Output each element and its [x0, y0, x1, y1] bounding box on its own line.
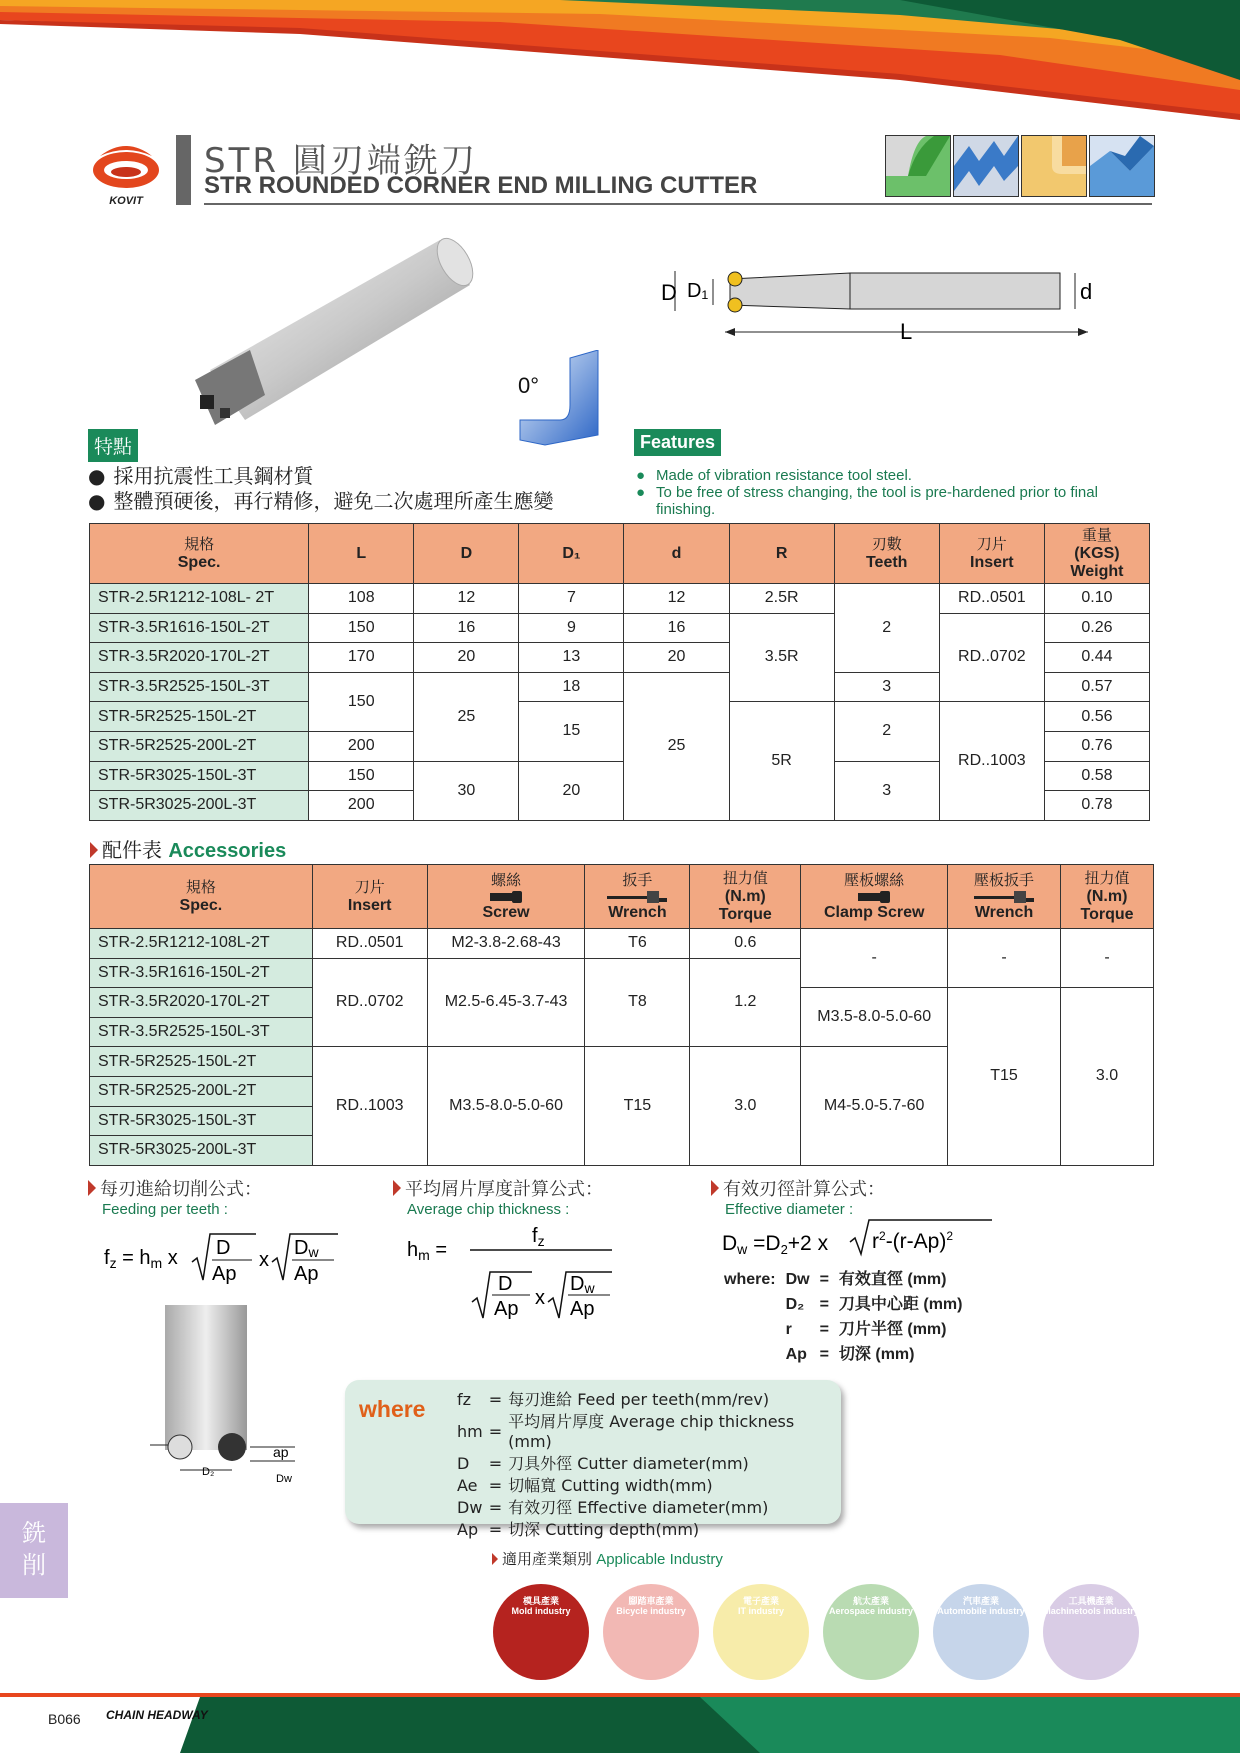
- col-screw: 螺絲 Screw: [427, 865, 585, 929]
- cell-spec: STR-5R3025-150L-3T: [90, 1106, 313, 1136]
- features-list-en: [636, 467, 1156, 518]
- page-title-en: STR ROUNDED CORNER END MILLING CUTTER: [204, 172, 758, 199]
- cell-spec: STR-5R3025-200L-3T: [90, 1136, 313, 1166]
- cell-D1: 15: [519, 702, 624, 761]
- svg-text:Dw: Dw: [294, 1237, 319, 1260]
- cell-L: 150: [309, 672, 414, 731]
- features-list-cn: [88, 464, 553, 514]
- spec-table-header: [90, 524, 1150, 584]
- formula-feed-heading: 每刃進給切削公式： Feeding per teeth :: [88, 1175, 262, 1218]
- legend-row: D₂ = 刀具中心距 (mm): [785, 1296, 963, 1313]
- cell-wrench: T8: [585, 958, 690, 1047]
- cell-insert: RD..0501: [312, 929, 427, 959]
- label-D2: D₂: [202, 1466, 215, 1478]
- cell-R: 3.5R: [729, 613, 834, 702]
- cell-teeth: 3: [834, 672, 939, 702]
- col-spec: 規格 Spec.: [90, 524, 309, 584]
- cell-D1: 13: [519, 643, 624, 673]
- col-torque: 扭力值 (N.m) Torque: [690, 865, 801, 929]
- cell-d: 25: [624, 672, 729, 820]
- dim-D-label: D: [661, 280, 677, 305]
- col-R: R: [729, 524, 834, 584]
- cell-weight: 0.58: [1044, 761, 1149, 791]
- cell-spec: STR-5R2525-200L-2T: [90, 1076, 313, 1106]
- cell-torque2: 3.0: [1061, 988, 1154, 1166]
- svg-text:fz = hm x: $f_z = h_m$ x: [104, 1247, 178, 1271]
- feature-item-cn: ● 整體預硬後，再行精修，避免二次處理所產生應變: [88, 489, 553, 514]
- cell-D: 12: [414, 584, 519, 614]
- page-number: B066: [48, 1711, 81, 1727]
- cell-D1: 9: [519, 613, 624, 643]
- cell-spec: STR-2.5R1212-108L- 2T: [90, 584, 309, 614]
- cell-L: 170: [309, 643, 414, 673]
- svg-text:Ap: Ap: [570, 1298, 595, 1320]
- cell-clamp-screw: -: [801, 929, 948, 988]
- cell-teeth: 3: [834, 761, 939, 820]
- label-Dw: Dw: [276, 1473, 292, 1485]
- cell-spec: STR-3.5R2020-170L-2T: [90, 988, 313, 1018]
- wrench-icon: [607, 891, 667, 903]
- cell-insert: RD..0501: [939, 584, 1044, 614]
- svg-text:Ap: Ap: [494, 1298, 519, 1320]
- features-tag-en: Features: [634, 429, 721, 456]
- col-weight: 重量 (KGS) Weight: [1044, 524, 1149, 584]
- svg-text:Ap: Ap: [212, 1263, 237, 1285]
- cell-R: 5R: [729, 702, 834, 820]
- cell-screw: M2-3.8-2.68-43: [427, 929, 585, 959]
- where-row: hm = 平均屑片厚度 Average chip thickness (mm): [457, 1412, 795, 1451]
- col-wrench2: 壓板扳手 Wrench: [948, 865, 1061, 929]
- formula-diameter-heading: 有效刃徑計算公式： Effective diameter :: [711, 1175, 885, 1218]
- formula-feed-per-teeth: [104, 1222, 344, 1292]
- cell-torque: 1.2: [690, 958, 801, 1047]
- header-banner: [0, 0, 1240, 120]
- cell-spec: STR-5R2525-150L-2T: [90, 702, 309, 732]
- dimension-drawing: [655, 265, 1120, 345]
- svg-text:Dw: Dw: [570, 1273, 595, 1296]
- legend-row: r = 刀片半徑 (mm): [785, 1321, 947, 1338]
- cell-L: 150: [309, 761, 414, 791]
- legend-row: Ap = 切深 (mm): [785, 1346, 915, 1363]
- cell-wrench: T15: [585, 1047, 690, 1165]
- industry-automobile-icon: 汽車產業 Automobile industry: [933, 1584, 1029, 1680]
- where-row: Ap = 切深 Cutting depth(mm): [457, 1520, 700, 1539]
- title-accent-bar: [176, 135, 191, 205]
- col-wrench: 扳手 Wrench: [585, 865, 690, 929]
- where-row: Ae = 切幅寬 Cutting width(mm): [457, 1476, 713, 1495]
- dim-d-label: d: [1080, 279, 1093, 304]
- accessories-table-header: [90, 865, 1154, 929]
- angle-label: 0°: [518, 373, 540, 398]
- industry-aerospace-icon: 航太產業 Aerospace industry: [823, 1584, 919, 1680]
- where-list: [455, 1388, 841, 1542]
- dim-L-label: L: [900, 319, 913, 344]
- title-underline: [204, 203, 1152, 205]
- svg-text:KOVIT: KOVIT: [109, 195, 143, 207]
- brand-logo: CHAIN HEADWAY: [106, 1708, 208, 1722]
- cell-R: 2.5R: [729, 584, 834, 614]
- page-title-cn: STR 圓刃端銑刀: [204, 141, 478, 181]
- cell-L: 200: [309, 791, 414, 821]
- col-D: D: [414, 524, 519, 584]
- features-tag-cn: 特點: [88, 429, 138, 462]
- cell-weight: 0.10: [1044, 584, 1149, 614]
- wrench-icon: [974, 891, 1034, 903]
- effective-diameter-legend: [718, 1266, 968, 1368]
- formula-chip-thickness: [402, 1220, 632, 1320]
- industry-mold-icon: 模具產業 Mold industry: [493, 1584, 589, 1680]
- clamp-screw-icon: [858, 891, 890, 903]
- cell-d: 20: [624, 643, 729, 673]
- svg-text:r2-(r-Ap)2: $r^2-(r-Ap)^2$: [872, 1229, 954, 1253]
- cell-spec: STR-3.5R2525-150L-3T: [90, 1017, 313, 1047]
- cell-D: 25: [414, 672, 519, 761]
- cell-screw: M3.5-8.0-5.0-60: [427, 1047, 585, 1165]
- cell-D1: 18: [519, 672, 624, 702]
- insert-geometry-drawing: [140, 1305, 310, 1495]
- cell-D: 16: [414, 613, 519, 643]
- cell-spec: STR-3.5R2525-150L-3T: [90, 672, 309, 702]
- cell-L: 200: [309, 731, 414, 761]
- arrow-icon: [492, 1553, 498, 1565]
- cell-spec: STR-2.5R1212-108L-2T: [90, 929, 313, 959]
- where-row: Dw = 有效刃徑 Effective diameter(mm): [457, 1498, 769, 1517]
- where-row: D = 刀具外徑 Cutter diameter(mm): [457, 1454, 749, 1473]
- cell-spec: STR-3.5R2020-170L-2T: [90, 643, 309, 673]
- arrow-icon: [393, 1180, 401, 1196]
- col-d: d: [624, 524, 729, 584]
- industry-it-icon: 電子產業 IT industry: [713, 1584, 809, 1680]
- cell-D1: 7: [519, 584, 624, 614]
- screw-icon: [490, 891, 522, 903]
- svg-text:hm =: $h_m$ =: [407, 1239, 448, 1263]
- col-teeth: 刃數 Teeth: [834, 524, 939, 584]
- label-ap: ap: [273, 1444, 289, 1460]
- cell-teeth: 2: [834, 584, 939, 673]
- where-row: fz = 每刃進給 Feed per teeth(mm/rev): [457, 1390, 770, 1409]
- cell-weight: 0.57: [1044, 672, 1149, 702]
- table-row: [90, 702, 1150, 732]
- cell-weight: 0.56: [1044, 702, 1149, 732]
- table-row: [90, 929, 1154, 959]
- col-torque2: 扭力值 (N.m) Torque: [1061, 865, 1154, 929]
- cell-insert: RD..1003: [939, 702, 1044, 820]
- cell-L: 108: [309, 584, 414, 614]
- col-clamp-screw: 壓板螺絲 Clamp Screw: [801, 865, 948, 929]
- dim-D1-label: D₁: [687, 280, 709, 302]
- side-tab-milling[interactable]: 銑 削: [0, 1503, 68, 1598]
- col-D1: D₁: [519, 524, 624, 584]
- industry-heading: 適用產業類別 Applicable Industry: [492, 1548, 723, 1569]
- profile-milling-thumbnail: [953, 135, 1019, 197]
- arrow-icon: [90, 842, 98, 858]
- col-insert: 刀片 Insert: [939, 524, 1044, 584]
- footer-banner: [0, 1693, 1240, 1753]
- cell-torque2: -: [1061, 929, 1154, 988]
- svg-text:D: D: [216, 1237, 231, 1259]
- cell-L: 150: [309, 613, 414, 643]
- industry-machinetools-icon: 工具機產業 Machinetools industry: [1043, 1584, 1139, 1680]
- cell-insert: RD..0702: [939, 613, 1044, 702]
- accessories-heading: 配件表 Accessories: [90, 834, 286, 863]
- feature-item-cn: ● 採用抗震性工具鋼材質: [88, 464, 553, 489]
- cell-spec: STR-3.5R1616-150L-2T: [90, 613, 309, 643]
- table-row: [90, 584, 1150, 614]
- cell-wrench: T6: [585, 929, 690, 959]
- where-label: where: [359, 1396, 426, 1422]
- svg-text:Ap: Ap: [294, 1263, 319, 1285]
- cell-weight: 0.26: [1044, 613, 1149, 643]
- cell-torque: 0.6: [690, 929, 801, 959]
- cell-screw: M2.5-6.45-3.7-43: [427, 958, 585, 1047]
- cell-clamp-screw: M3.5-8.0-5.0-60: [801, 988, 948, 1047]
- table-row: [90, 613, 1150, 643]
- arrow-icon: [711, 1180, 719, 1196]
- cutter-product-image: [190, 230, 520, 430]
- legend-row: where: Dw = 有效直徑 (mm): [724, 1271, 947, 1288]
- cell-wrench2: -: [948, 929, 1061, 988]
- col-insert: 刀片 Insert: [312, 865, 427, 929]
- col-spec: 規格 Spec.: [90, 865, 313, 929]
- cell-spec: STR-5R3025-200L-3T: [90, 791, 309, 821]
- company-logo: [90, 136, 162, 208]
- cell-D: 20: [414, 643, 519, 673]
- col-L: L: [309, 524, 414, 584]
- cell-spec: STR-5R2525-150L-2T: [90, 1047, 313, 1077]
- spec-table: [89, 523, 1150, 821]
- cell-insert: RD..1003: [312, 1047, 427, 1165]
- formula-chip-heading: 平均屑片厚度計算公式： Average chip thickness :: [393, 1175, 603, 1218]
- cell-clamp-screw: M4-5.0-5.7-60: [801, 1047, 948, 1165]
- svg-text:Dw =D2+2 x: Dw =D2+2 x: [722, 1232, 829, 1257]
- cell-D: 30: [414, 761, 519, 820]
- feature-item-en: ● To be free of stress changing, the tool is pre-hardened prior to final finishing.: [636, 484, 1156, 518]
- ramping-thumbnail: [1089, 135, 1155, 197]
- cell-insert: RD..0702: [312, 958, 427, 1047]
- cell-D1: 20: [519, 761, 624, 820]
- cell-weight: 0.44: [1044, 643, 1149, 673]
- arrow-icon: [88, 1180, 96, 1196]
- cell-spec: STR-3.5R1616-150L-2T: [90, 958, 313, 988]
- cell-weight: 0.78: [1044, 791, 1149, 821]
- cell-d: 16: [624, 613, 729, 643]
- accessories-table: [89, 864, 1154, 1166]
- cell-torque: 3.0: [690, 1047, 801, 1165]
- zero-degree-shoulder-image: [500, 350, 610, 450]
- industry-bicycle-icon: 腳踏車產業 Bicycle industry: [603, 1584, 699, 1680]
- slot-milling-thumbnail: [885, 135, 951, 197]
- shoulder-milling-thumbnail: [1021, 135, 1087, 197]
- cell-weight: 0.76: [1044, 731, 1149, 761]
- svg-text:fz: $f_z$: [532, 1225, 545, 1249]
- svg-text:x: x: [259, 1249, 269, 1271]
- cell-wrench2: T15: [948, 988, 1061, 1166]
- cell-spec: STR-5R2525-200L-2T: [90, 731, 309, 761]
- cell-teeth: 2: [834, 702, 939, 761]
- svg-text:D: D: [498, 1273, 513, 1295]
- where-legend-box: [345, 1380, 841, 1539]
- cell-spec: STR-5R3025-150L-3T: [90, 761, 309, 791]
- formula-effective-diameter: [722, 1214, 1002, 1264]
- cell-d: 12: [624, 584, 729, 614]
- feature-item-en: ● Made of vibration resistance tool steel.: [636, 467, 1156, 484]
- svg-text:x: x: [535, 1287, 545, 1309]
